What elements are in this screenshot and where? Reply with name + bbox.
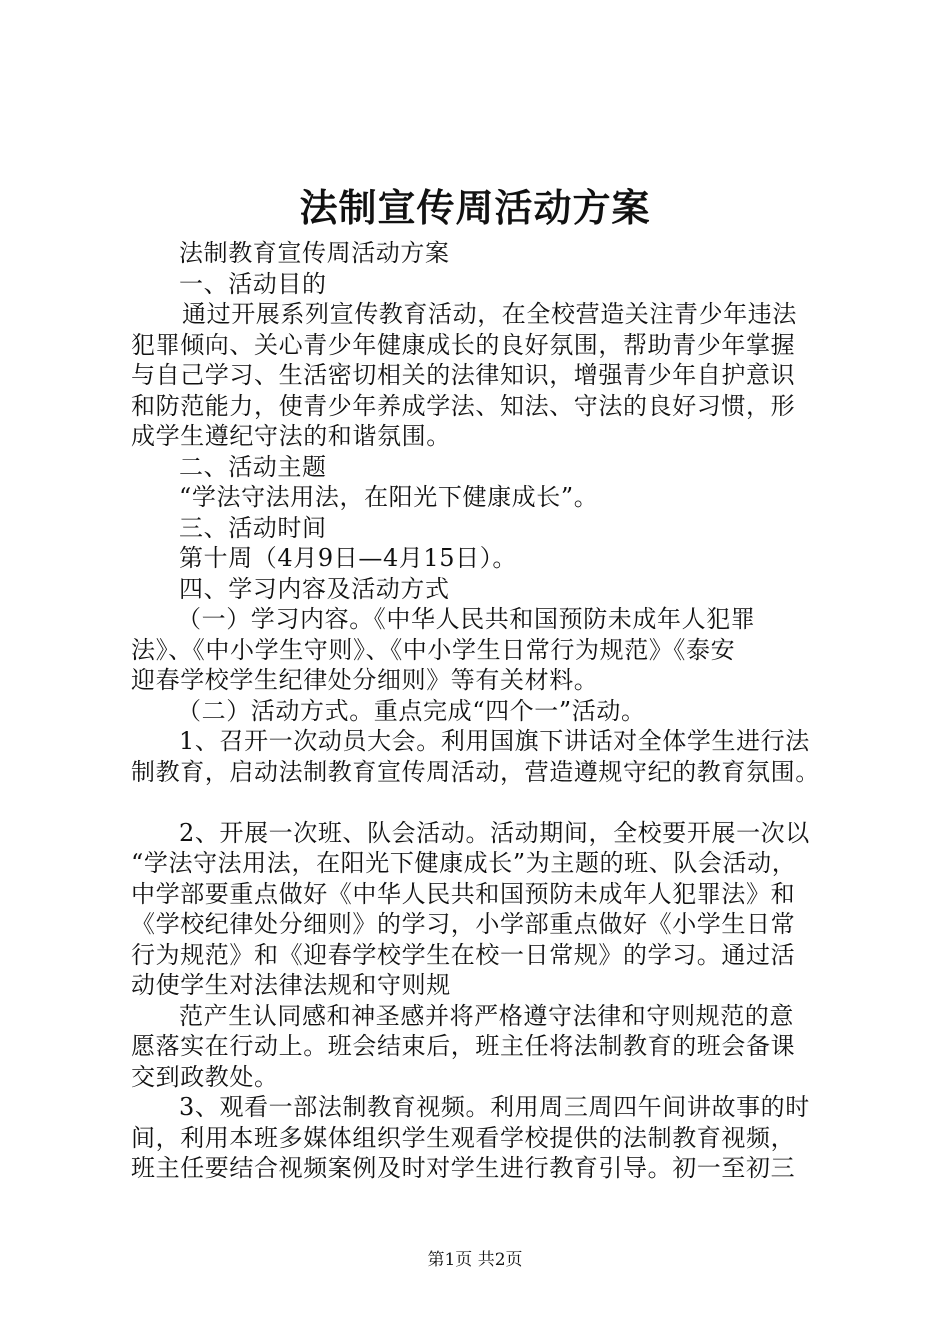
- paragraph-line: 通过开展系列宣传教育活动，在全校营造关注青少年违法: [182, 300, 797, 328]
- paragraph-line: “学法守法用法，在阳光下健康成长”为主题的班、队会活动，: [131, 849, 797, 877]
- page-footer: 第1页 共2页: [427, 1250, 523, 1270]
- document-title: 法制宣传周活动方案: [299, 185, 651, 230]
- paragraph-line: 犯罪倾向、关心青少年健康成长的良好氛围，帮助青少年掌握: [131, 330, 796, 359]
- paragraph-line: 成学生遵纪守法的和谐氛围。: [131, 422, 451, 450]
- paragraph-line: 愿落实在行动上。班会结束后，班主任将法制教育的班会备课: [131, 1032, 796, 1060]
- paragraph-line: 四、学习内容及活动方式: [179, 574, 450, 603]
- blank-line: [131, 787, 831, 818]
- paragraph-line: 第十周（4月9日—4月15日）。: [179, 544, 517, 572]
- paragraph-line: 间，利用本班多媒体组织学生观看学校提供的法制教育视频，: [131, 1123, 796, 1152]
- paragraph-line: 中学部要重点做好《中华人民共和国预防未成年人犯罪法》和: [131, 879, 796, 908]
- paragraph-line: 和防范能力，使青少年养成学法、知法、守法的良好习惯，形: [131, 391, 796, 420]
- paragraph-line: 范产生认同感和神圣感并将严格遵守法律和守则规范的意: [179, 1001, 794, 1030]
- paragraph-line: 2、开展一次班、队会活动。活动期间，全校要开展一次以: [179, 818, 810, 847]
- paragraph-line: 动使学生对法律法规和守则规: [131, 971, 451, 999]
- paragraph-line: 1、召开一次动员大会。利用国旗下讲话对全体学生进行法: [179, 727, 810, 755]
- paragraph-line: “学法守法用法，在阳光下健康成长”。: [179, 483, 599, 511]
- paragraph-line: 法》、《中小学生守则》、《中小学生日常行为规范》《泰安: [131, 635, 736, 664]
- paragraph-line: 《学校纪律处分细则》的学习，小学部重点做好《小学生日常: [131, 910, 796, 938]
- document-body: [131, 238, 831, 1184]
- paragraph-line: 行为规范》和《迎春学校学生在校一日常规》的学习。通过活: [131, 940, 796, 969]
- paragraph-line: 一、活动目的: [179, 269, 327, 298]
- paragraph-line: 交到政教处。: [131, 1062, 279, 1091]
- paragraph-line: （一）学习内容。《中华人民共和国预防未成年人犯罪: [177, 605, 756, 633]
- paragraph-line: 法制教育宣传周活动方案: [179, 239, 450, 267]
- paragraph-line: （二）活动方式。重点完成“四个一”活动。: [177, 696, 646, 725]
- paragraph-line: 3、观看一部法制教育视频。利用周三周四午间讲故事的时: [179, 1093, 810, 1121]
- paragraph-line: 班主任要结合视频案例及时对学生进行教育引导。初一至初三: [131, 1154, 796, 1182]
- paragraph-line: 二、活动主题: [179, 452, 327, 481]
- paragraph-line: 迎春学校学生纪律处分细则》等有关材料。: [131, 666, 599, 694]
- paragraph-line: 与自己学习、生活密切相关的法律知识，增强青少年自护意识: [131, 361, 796, 389]
- paragraph-line: 制教育，启动法制教育宣传周活动，营造遵规守纪的教育氛围。: [131, 757, 820, 786]
- paragraph-line: 三、活动时间: [179, 513, 327, 542]
